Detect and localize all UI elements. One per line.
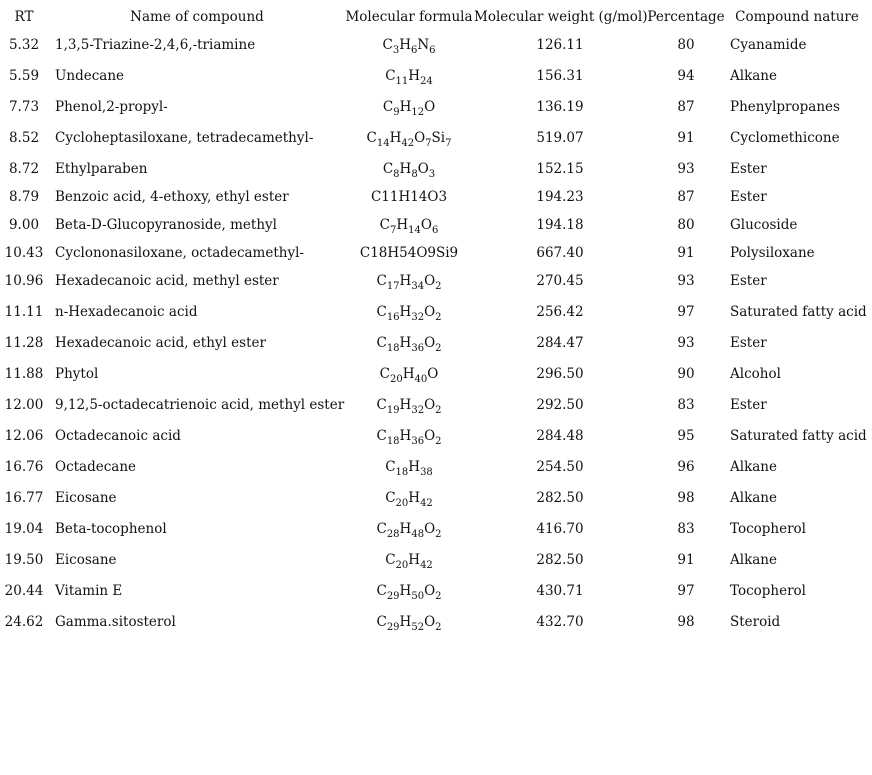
pct-cell: 83 xyxy=(677,521,695,537)
nature-cell: Ester xyxy=(730,273,767,289)
formula-cell: $C_{14}H_{42}O_7Si_7$ xyxy=(366,130,452,149)
mw-cell: 136.19 xyxy=(536,99,584,115)
pct-cell: 87 xyxy=(677,99,695,115)
table-row xyxy=(0,488,872,508)
mw-cell: 270.45 xyxy=(536,273,584,289)
mw-cell: 296.50 xyxy=(536,366,584,382)
table-row xyxy=(0,364,872,384)
mw-cell: 519.07 xyxy=(536,130,584,146)
pct-cell: 98 xyxy=(677,614,695,630)
formula-cell: C18H54O9Si9 xyxy=(359,245,459,261)
formula-cell: $C_{20}H_{42}$ xyxy=(385,552,433,571)
formula-cell: C11H14O3 xyxy=(370,189,448,205)
nature-cell: Alkane xyxy=(730,68,777,84)
table-row xyxy=(0,271,872,291)
pct-cell: 93 xyxy=(677,273,695,289)
nature-cell: Alkane xyxy=(730,552,777,568)
name-cell: n-Hexadecanoic acid xyxy=(55,304,198,320)
formula-cell: $C_{18}H_{38}$ xyxy=(385,459,433,478)
table-row xyxy=(0,66,872,86)
rt-cell: 16.77 xyxy=(4,490,44,506)
formula-cell: $C_{28}H_{48}O_2$ xyxy=(376,521,442,540)
pct-cell: 97 xyxy=(677,583,695,599)
rt-cell: 20.44 xyxy=(4,583,44,599)
rt-cell: 10.43 xyxy=(4,245,44,261)
nature-cell: Cyclomethicone xyxy=(730,130,840,146)
rt-cell: 11.88 xyxy=(4,366,44,382)
name-cell: 1,3,5-Triazine-2,4,6,-triamine xyxy=(55,37,256,53)
rt-cell: 11.11 xyxy=(4,304,44,320)
name-cell: Cyclononasiloxane, octadecamethyl- xyxy=(55,245,304,261)
nature-cell: Steroid xyxy=(730,614,781,630)
table-row xyxy=(0,215,872,235)
table-row xyxy=(0,426,872,446)
nature-cell: Tocopherol xyxy=(730,583,806,599)
nature-cell: Alkane xyxy=(730,490,777,506)
pct-cell: 97 xyxy=(677,304,695,320)
table-row xyxy=(0,35,872,55)
formula-cell: $C_9H_{12}O$ xyxy=(382,99,436,118)
rt-cell: 12.06 xyxy=(4,428,44,444)
name-cell: Hexadecanoic acid, methyl ester xyxy=(55,273,279,289)
rt-cell: 10.96 xyxy=(4,273,44,289)
table-row xyxy=(0,395,872,415)
formula-cell: $C_{11}H_{24}$ xyxy=(385,68,433,87)
mw-cell: 284.48 xyxy=(536,428,584,444)
name-cell: Ethylparaben xyxy=(55,161,148,177)
table-row xyxy=(0,97,872,117)
formula-cell: $C_{17}H_{34}O_2$ xyxy=(376,273,442,292)
mw-cell: 282.50 xyxy=(536,552,584,568)
name-cell: Hexadecanoic acid, ethyl ester xyxy=(55,335,266,351)
mw-cell: 430.71 xyxy=(536,583,584,599)
pct-cell: 90 xyxy=(677,366,695,382)
formula-cell: $C_{18}H_{36}O_2$ xyxy=(376,335,442,354)
pct-cell: 91 xyxy=(677,245,695,261)
pct-cell: 91 xyxy=(677,552,695,568)
mw-cell: 194.18 xyxy=(536,217,584,233)
nature-cell: Ester xyxy=(730,161,767,177)
table-row xyxy=(0,550,872,570)
table-header xyxy=(0,7,872,27)
mw-cell: 254.50 xyxy=(536,459,584,475)
mw-cell: 126.11 xyxy=(536,37,584,53)
pct-cell: 83 xyxy=(677,397,695,413)
formula-cell: $C_{29}H_{50}O_2$ xyxy=(376,583,442,602)
formula-cell: $C_{20}H_{40}O$ xyxy=(379,366,439,385)
rt-cell: 24.62 xyxy=(4,614,44,630)
pct-cell: 96 xyxy=(677,459,695,475)
table-row xyxy=(0,187,872,207)
rt-cell: 7.73 xyxy=(8,99,40,115)
rt-cell: 8.72 xyxy=(8,161,40,177)
rt-cell: 19.04 xyxy=(4,521,44,537)
formula-cell: $C_{19}H_{32}O_2$ xyxy=(376,397,442,416)
formula-cell: $C_{29}H_{52}O_2$ xyxy=(376,614,442,633)
pct-cell: 94 xyxy=(677,68,695,84)
rt-cell: 8.52 xyxy=(8,130,40,146)
table-row xyxy=(0,128,872,148)
mw-cell: 416.70 xyxy=(536,521,584,537)
formula-cell: $C_{18}H_{36}O_2$ xyxy=(376,428,442,447)
mw-cell: 432.70 xyxy=(536,614,584,630)
table-row xyxy=(0,612,872,632)
header-pct: Percentage xyxy=(647,9,725,25)
table-row xyxy=(0,159,872,179)
header-mw: Molecular weight (g/mol) xyxy=(474,9,648,25)
name-cell: Phenol,2-propyl- xyxy=(55,99,168,115)
formula-cell: $C_7H_{14}O_6$ xyxy=(379,217,439,236)
name-cell: Octadecane xyxy=(55,459,137,475)
header-nature: Compound nature xyxy=(735,9,859,25)
table-row xyxy=(0,333,872,353)
nature-cell: Ester xyxy=(730,335,767,351)
nature-cell: Saturated fatty acid xyxy=(730,428,867,444)
pct-cell: 87 xyxy=(677,189,695,205)
nature-cell: Ester xyxy=(730,189,767,205)
pct-cell: 98 xyxy=(677,490,695,506)
formula-cell: $C_{20}H_{42}$ xyxy=(385,490,433,509)
header-name: Name of compound xyxy=(130,9,264,25)
mw-cell: 292.50 xyxy=(536,397,584,413)
pct-cell: 93 xyxy=(677,161,695,177)
formula-cell: $C_8H_8O_3$ xyxy=(382,161,436,180)
rt-cell: 19.50 xyxy=(4,552,44,568)
rt-cell: 11.28 xyxy=(4,335,44,351)
name-cell: 9,12,5-octadecatrienoic acid, methyl ester xyxy=(55,397,345,413)
mw-cell: 667.40 xyxy=(536,245,584,261)
nature-cell: Tocopherol xyxy=(730,521,806,537)
name-cell: Gamma.sitosterol xyxy=(55,614,176,630)
rt-cell: 5.32 xyxy=(8,37,40,53)
nature-cell: Phenylpropanes xyxy=(730,99,840,115)
pct-cell: 91 xyxy=(677,130,695,146)
nature-cell: Ester xyxy=(730,397,767,413)
pct-cell: 95 xyxy=(677,428,695,444)
rt-cell: 8.79 xyxy=(8,189,40,205)
formula-cell: $C_3H_6N_6$ xyxy=(382,37,436,56)
header-formula: Molecular formula xyxy=(345,9,473,25)
rt-cell: 9.00 xyxy=(8,217,40,233)
table-row xyxy=(0,243,872,263)
rt-cell: 12.00 xyxy=(4,397,44,413)
pct-cell: 80 xyxy=(677,37,695,53)
mw-cell: 282.50 xyxy=(536,490,584,506)
nature-cell: Cyanamide xyxy=(730,37,807,53)
mw-cell: 194.23 xyxy=(536,189,584,205)
nature-cell: Saturated fatty acid xyxy=(730,304,867,320)
name-cell: Undecane xyxy=(55,68,124,84)
table-row xyxy=(0,519,872,539)
table-row xyxy=(0,457,872,477)
rt-cell: 5.59 xyxy=(8,68,40,84)
name-cell: Eicosane xyxy=(55,552,117,568)
name-cell: Eicosane xyxy=(55,490,117,506)
name-cell: Octadecanoic acid xyxy=(55,428,181,444)
table-row xyxy=(0,581,872,601)
pct-cell: 80 xyxy=(677,217,695,233)
name-cell: Phytol xyxy=(55,366,99,382)
mw-cell: 256.42 xyxy=(536,304,584,320)
mw-cell: 156.31 xyxy=(536,68,584,84)
pct-cell: 93 xyxy=(677,335,695,351)
nature-cell: Glucoside xyxy=(730,217,798,233)
name-cell: Vitamin E xyxy=(55,583,123,599)
mw-cell: 284.47 xyxy=(536,335,584,351)
name-cell: Beta-tocophenol xyxy=(55,521,167,537)
nature-cell: Polysiloxane xyxy=(730,245,815,261)
formula-cell: $C_{16}H_{32}O_2$ xyxy=(376,304,442,323)
nature-cell: Alcohol xyxy=(730,366,781,382)
table-row xyxy=(0,302,872,322)
mw-cell: 152.15 xyxy=(536,161,584,177)
nature-cell: Alkane xyxy=(730,459,777,475)
name-cell: Beta-D-Glucopyranoside, methyl xyxy=(55,217,277,233)
name-cell: Cycloheptasiloxane, tetradecamethyl- xyxy=(55,130,314,146)
rt-cell: 16.76 xyxy=(4,459,44,475)
name-cell: Benzoic acid, 4-ethoxy, ethyl ester xyxy=(55,189,289,205)
header-rt: RT xyxy=(14,9,34,25)
